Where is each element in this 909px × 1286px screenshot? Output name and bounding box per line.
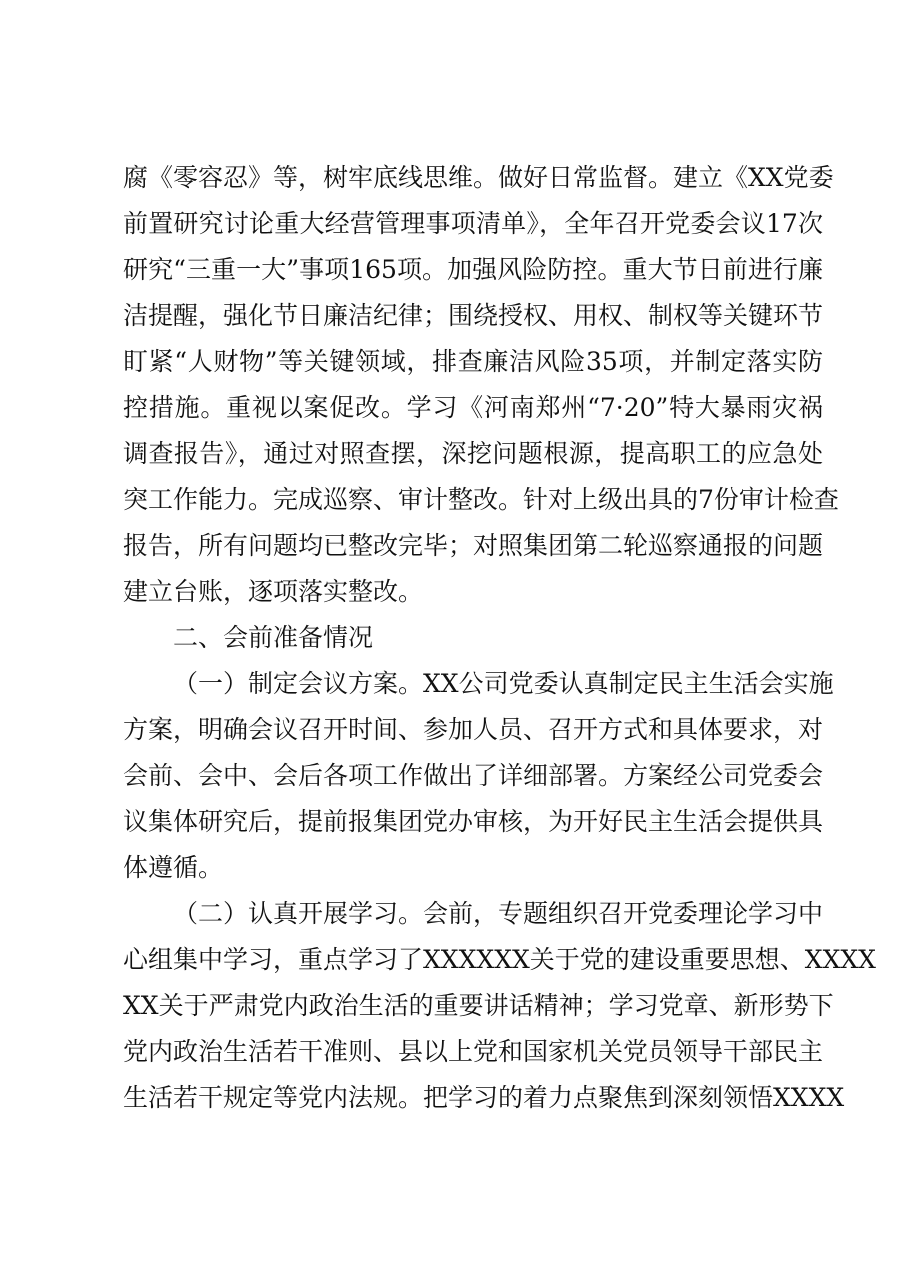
body-text-line: 研究“三重一大”事项165项。加强风险防控。重大节日前进行廉 [123,255,823,284]
body-text-line: 前置研究讨论重大经营管理事项清单》，全年召开党委会议17次 [123,209,823,238]
body-text-line: 会前、会中、会后各项工作做出了详细部署。方案经公司党委会 [123,761,824,790]
body-text-line: 报告，所有问题均已整改完毕；对照集团第二轮巡察通报的问题 [123,531,824,560]
body-text-line: 调查报告》，通过对照查摆，深挖问题根源，提高职工的应急处 [123,439,823,468]
body-text-line: 方案，明确会议召开时间、参加人员、召开方式和具体要求，对 [123,715,824,744]
body-text-line: 体遵循。 [123,853,224,882]
body-text-line: 建立台账，逐项落实整改。 [123,577,424,606]
body-text-line: 生活若干规定等党内法规。把学习的着力点聚焦到深刻领悟XXXX [123,1083,845,1112]
body-text-line: 议集体研究后，提前报集团党办审核，为开好民主生活会提供具 [123,807,824,836]
body-text-line: 突工作能力。完成巡察、审计整改。针对上级出具的7份审计检查 [123,485,839,514]
body-text-line: 腐《零容忍》等，树牢底线思维。做好日常监督。建立《XX党委 [123,163,834,192]
body-text-line: 心组集中学习，重点学习了XXXXXX关于党的建设重要思想、XXXX [123,945,876,974]
body-text-line: 盯紧“人财物”等关键领域，排查廉洁风险35项，并制定落实防 [123,347,823,376]
body-text-line: 控措施。重视以案促改。学习《河南郑州“7·20”特大暴雨灾祸 [123,393,823,422]
body-text-line: （二）认真开展学习。会前，专题组织召开党委理论学习中 [173,899,824,928]
section-heading: 二、会前准备情况 [173,623,374,652]
body-text-line: 党内政治生活若干准则、县以上党和国家机关党员领导干部民主 [123,1037,824,1066]
body-text-line: 洁提醒，强化节日廉洁纪律；围绕授权、用权、制权等关键环节 [123,301,824,330]
body-text-line: （一）制定会议方案。XX公司党委认真制定民主生活会实施 [173,669,834,698]
body-text-line: XX关于严肃党内政治生活的重要讲话精神；学习党章、新形势下 [123,991,834,1020]
